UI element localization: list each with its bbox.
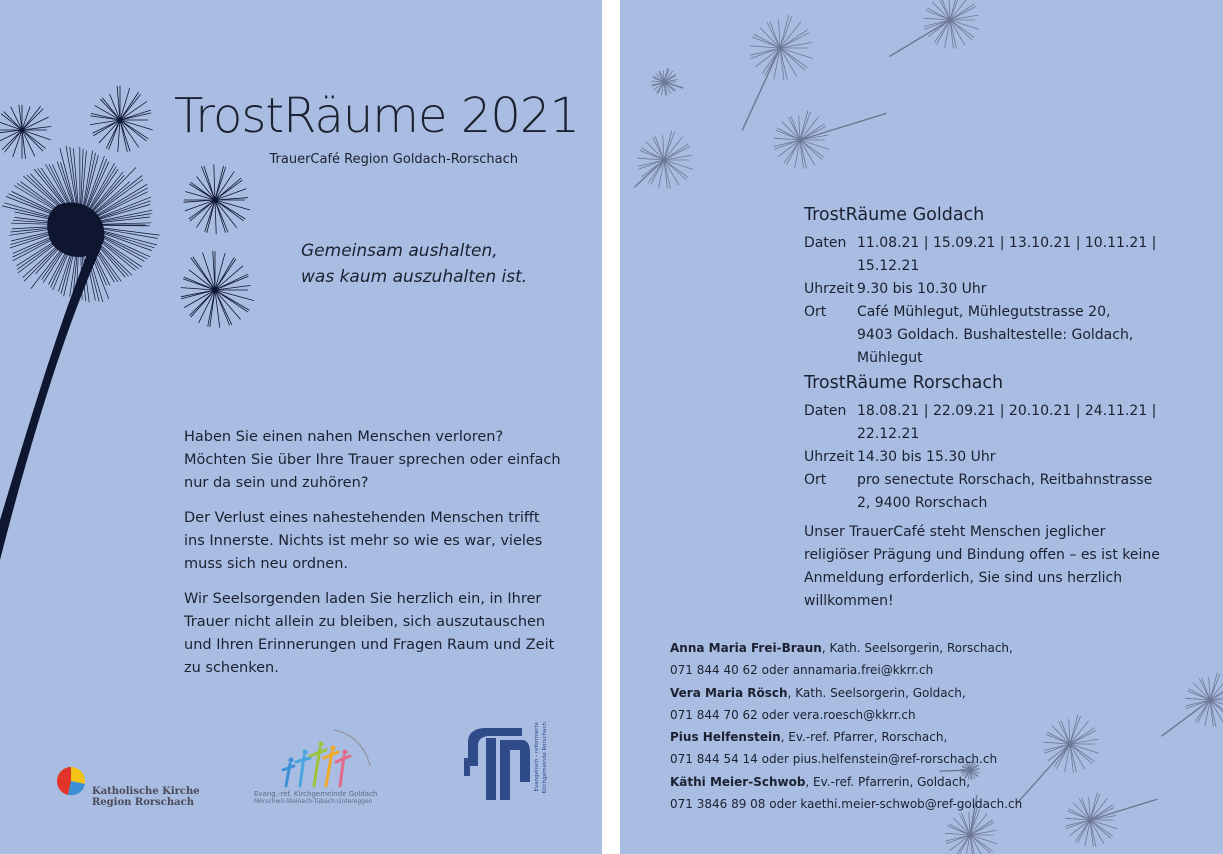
- closing-text: Unser TrauerCafé steht Menschen jeglicher religiöser Prägung und Bindung offen – es ist keine Anmeldung erforderlich, Sie sind uns herzlich willkommen!: [804, 524, 1160, 609]
- flyer-back-page: [620, 0, 1223, 854]
- section-title: TrostRäume Rorschach: [804, 373, 1004, 393]
- tagline-line: Gemeinsam aushalten,: [301, 241, 498, 261]
- row-label: Daten: [804, 403, 847, 419]
- contact-entry: [670, 726, 1090, 771]
- dates-row: [804, 232, 1204, 278]
- paragraph: Wir Seelsorgenden laden Sie herzlich ein, in Ihrer Trauer nicht allein zu bleiben, sich auszutauschen und Ihren Erinnerungen und Fragen Raum und Zeit zu schenken.: [184, 591, 555, 676]
- time-value: 14.30 bis 15.30 Uhr: [857, 449, 996, 465]
- reformed-church-logo: [462, 720, 556, 812]
- paragraph: Haben Sie einen nahen Menschen verloren? Möchten Sie über Ihre Trauer sprechen oder einfach nur da sein und zuhören?: [184, 429, 561, 491]
- contact-role: , Ev.-ref. Pfarrerin, Goldach,: [805, 774, 971, 789]
- contact-details: 071 844 54 14 oder pius.helfenstein@ref-rorschach.ch: [670, 752, 998, 767]
- place-row: [804, 469, 1204, 515]
- contact-role: , Kath. Seelsorgerin, Goldach,: [787, 685, 966, 700]
- row-label: Ort: [804, 304, 827, 320]
- contact-entry: [670, 771, 1090, 816]
- contact-entry: [670, 682, 1090, 727]
- logo-text: Mörschwil-Steinach-Tübach-Untereggen: [254, 798, 373, 805]
- row-label: Uhrzeit: [804, 449, 855, 465]
- dates-value: 11.08.21 | 15.09.21 | 13.10.21 | 10.11.21 | 15.12.21: [857, 235, 1157, 274]
- catholic-church-logo: [56, 766, 200, 816]
- place-row: [804, 301, 1204, 370]
- evangelical-church-logo: [254, 726, 394, 810]
- dates-value: 18.08.21 | 22.09.21 | 20.10.21 | 24.11.21 | 22.12.21: [857, 403, 1157, 442]
- time-value: 9.30 bis 10.30 Uhr: [857, 281, 987, 297]
- contact-name: Pius Helfenstein: [670, 730, 781, 745]
- logo-text: Evangelisch - reformierte: [534, 722, 540, 792]
- tagline: [301, 238, 527, 290]
- contact-details: 071 3846 89 08 oder kaethi.meier-schwob@ref-goldach.ch: [670, 797, 1023, 812]
- row-label: Daten: [804, 235, 847, 251]
- place-value: Café Mühlegut, Mühlegutstrasse 20, 9403 Goldach. Bushaltestelle: Goldach, Mühlegut: [857, 304, 1134, 366]
- dates-row: [804, 400, 1204, 446]
- contact-details: 071 844 40 62 oder annamaria.frei@kkrr.ch: [670, 663, 934, 678]
- logo-text: Evang.-ref. Kirchgemeinde Goldach: [254, 790, 378, 798]
- contact-list: [670, 637, 1090, 815]
- logo-text: Katholische Kirche: [92, 786, 200, 797]
- subtitle: TrauerCafé Region Goldach-Rorschach: [269, 152, 518, 167]
- contact-name: Käthi Meier-Schwob: [670, 774, 806, 789]
- intro-text: [184, 426, 564, 692]
- reformed-emblem-icon: [462, 720, 532, 810]
- row-label: Ort: [804, 472, 827, 488]
- contact-name: Anna Maria Frei-Braun: [670, 641, 822, 655]
- time-row: [804, 446, 1204, 469]
- contact-role: , Kath. Seelsorgerin, Rorschach,: [821, 641, 1013, 655]
- contact-entry: [670, 637, 1090, 682]
- figures-icon: [274, 726, 384, 788]
- event-section-goldach: [804, 205, 1204, 370]
- time-row: [804, 278, 1204, 301]
- logo-text: Kirchgemeinde Rorschach: [542, 722, 548, 794]
- contact-details: 071 844 70 62 oder vera.roesch@kkrr.ch: [670, 707, 916, 722]
- event-section-rorschach: [804, 373, 1204, 515]
- section-title: TrostRäume Goldach: [804, 205, 985, 225]
- flyer-front-page: [0, 0, 602, 854]
- logo-text: Region Rorschach: [92, 797, 194, 808]
- contact-name: Vera Maria Rösch: [670, 685, 788, 700]
- page-title: TrostRäume 2021: [174, 88, 579, 144]
- tagline-line: was kaum auszuhalten ist.: [301, 267, 528, 287]
- paragraph: Der Verlust eines nahestehenden Menschen trifft ins Innerste. Nichts ist mehr so wie es war, vieles muss sich neu ordnen.: [184, 510, 543, 572]
- contact-role: , Ev.-ref. Pfarrer, Rorschach,: [780, 730, 948, 745]
- place-value: pro senectute Rorschach, Reitbahnstrasse 2, 9400 Rorschach: [857, 472, 1153, 511]
- row-label: Uhrzeit: [804, 281, 855, 297]
- catholic-cube-icon: [56, 766, 86, 796]
